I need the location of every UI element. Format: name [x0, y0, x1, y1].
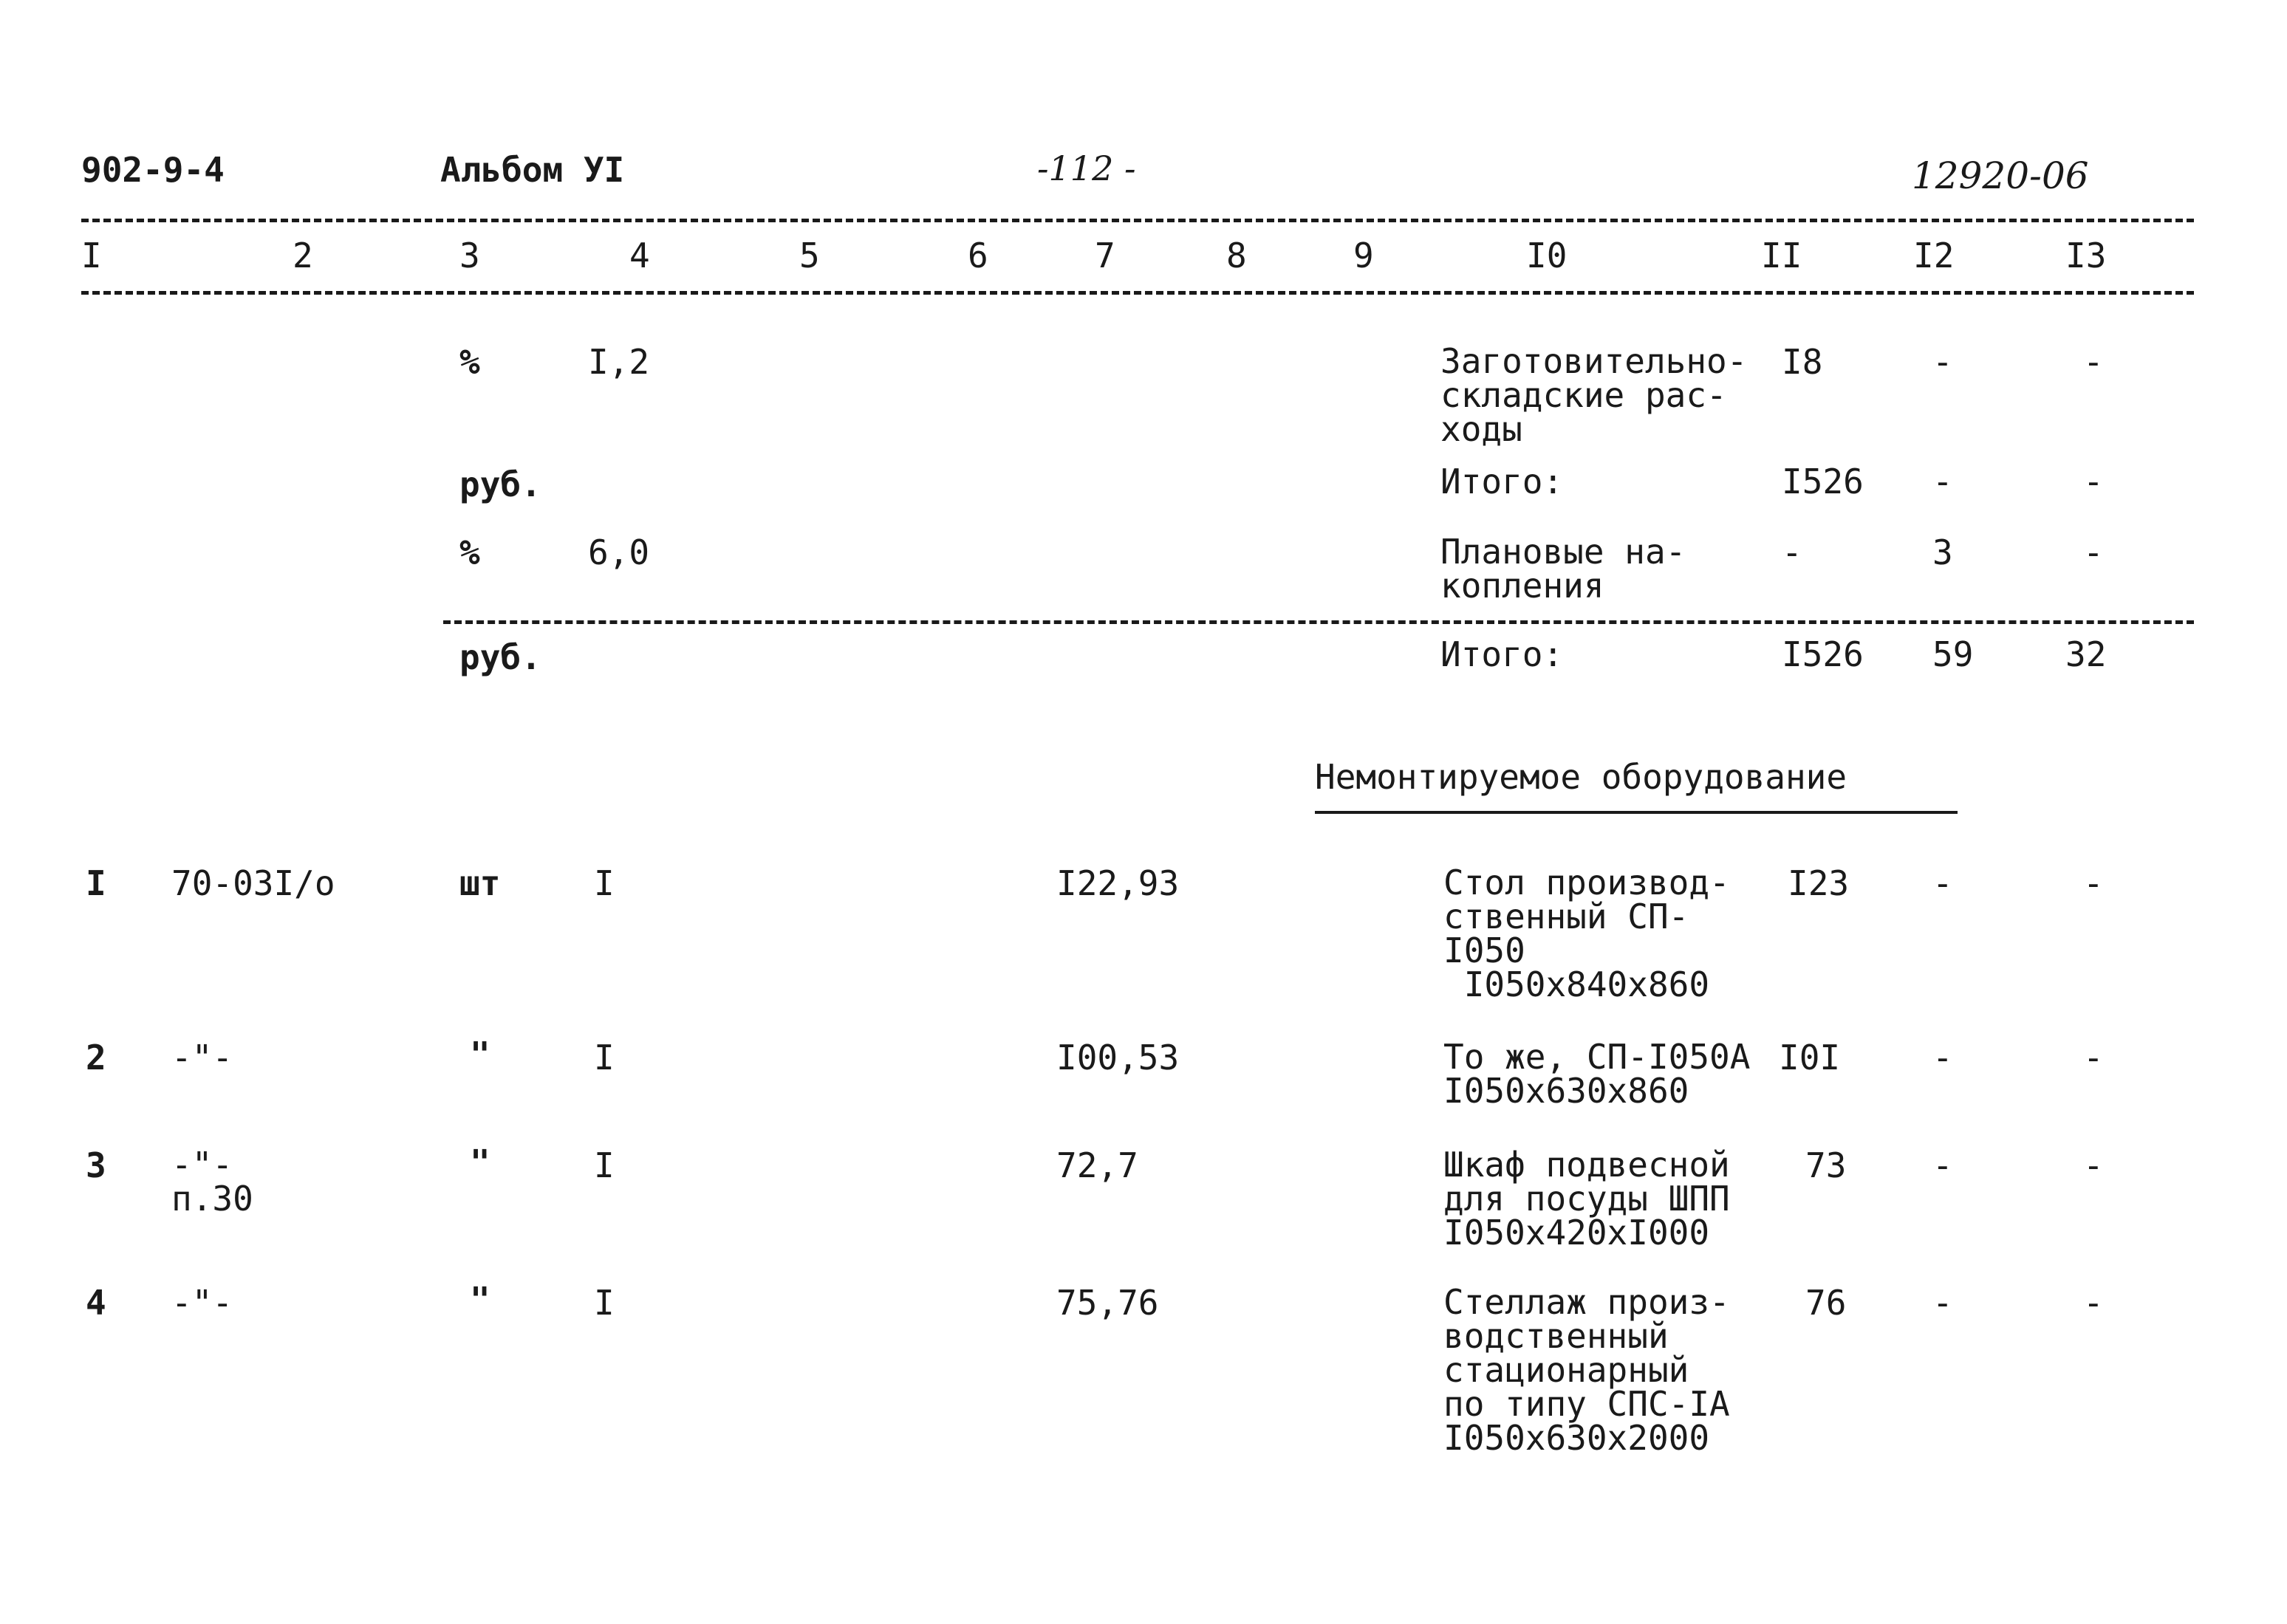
column-header-9: 9 [1353, 236, 1374, 275]
column-header-5: 5 [799, 236, 820, 275]
item-quantity: I [594, 1283, 615, 1323]
item-name: Стеллаж произ- водственный стационарный по типу СПС-IА I050x630x2000 [1443, 1282, 1730, 1458]
item-col-13: - [2083, 1145, 2104, 1185]
item-number: 4 [86, 1283, 106, 1323]
item-unit: " [470, 1142, 490, 1182]
item-col-12: - [1932, 1038, 1953, 1077]
item-price: 72,7 [1056, 1145, 1138, 1185]
item-price: 75,76 [1056, 1283, 1159, 1323]
summary-col-11: I526 [1782, 634, 1864, 674]
section-title: Немонтируемое оборудование [1315, 757, 1847, 797]
item-col-11: I0I [1779, 1038, 1841, 1077]
column-header-13: I3 [2065, 236, 2107, 275]
item-col-12: - [1932, 863, 1953, 903]
summary-col-11: I526 [1782, 462, 1864, 501]
item-quantity: I [594, 863, 615, 903]
summary-col-12: - [1932, 342, 1953, 382]
summary-col-13: 32 [2065, 634, 2107, 674]
page-number: -112 - [1037, 148, 1136, 188]
item-col-11: I23 [1788, 863, 1850, 903]
summary-name: Итого: [1440, 634, 1564, 674]
column-header-7: 7 [1095, 236, 1115, 275]
header-top-rule [81, 219, 2194, 222]
summary-unit: руб. [459, 465, 541, 504]
item-col-13: - [2083, 863, 2104, 903]
summary-value: I,2 [588, 342, 650, 382]
summary-col-11: I8 [1782, 342, 1823, 382]
summary-name: Заготовительно- складские рас- ходы [1440, 341, 1748, 449]
column-header-3: 3 [459, 236, 480, 275]
summary-col-11: - [1782, 532, 1802, 572]
item-quantity: I [594, 1145, 615, 1185]
summary-col-13: - [2083, 342, 2104, 382]
column-header-6: 6 [968, 236, 988, 275]
item-col-11: 76 [1805, 1283, 1847, 1323]
item-reference: 70-03I/о [171, 863, 335, 903]
item-number: 3 [86, 1145, 106, 1185]
summary-col-12: - [1932, 462, 1953, 501]
item-price: I00,53 [1056, 1038, 1180, 1077]
item-unit: " [470, 1035, 490, 1075]
header-bottom-rule [81, 291, 2194, 295]
summary-col-12: 3 [1932, 532, 1953, 572]
column-header-2: 2 [293, 236, 313, 275]
section-title-underline [1315, 811, 1958, 814]
summary-col-13: - [2083, 532, 2104, 572]
item-name: Стол производ- ственный СП- I050 I050x840x860 [1443, 863, 1730, 1004]
column-header-10: I0 [1526, 236, 1568, 275]
column-header-4: 4 [629, 236, 650, 275]
item-col-13: - [2083, 1283, 2104, 1323]
totals-rule [443, 620, 2194, 624]
item-reference: -"- [171, 1038, 233, 1077]
summary-value: 6,0 [588, 532, 650, 572]
item-reference: -"- п.30 [171, 1145, 253, 1219]
item-col-12: - [1932, 1145, 1953, 1185]
item-name: То же, СП-I050А I050x630x860 [1443, 1037, 1751, 1111]
column-header-8: 8 [1226, 236, 1247, 275]
item-price: I22,93 [1056, 863, 1180, 903]
item-unit: " [470, 1280, 490, 1320]
item-number: I [86, 863, 106, 903]
summary-col-13: - [2083, 462, 2104, 501]
column-header-11: II [1761, 236, 1802, 275]
summary-name: Плановые на- копления [1440, 532, 1686, 606]
item-reference: -"- [171, 1283, 233, 1323]
item-unit: шт [459, 863, 501, 903]
item-col-11: 73 [1805, 1145, 1847, 1185]
item-number: 2 [86, 1038, 106, 1077]
summary-name: Итого: [1440, 462, 1564, 501]
summary-col-12: 59 [1932, 634, 1974, 674]
column-header-12: I2 [1913, 236, 1955, 275]
item-name: Шкаф подвесной для посуды ШПП I050x420xI000 [1443, 1145, 1730, 1253]
album-label: Альбом УI [440, 150, 625, 190]
summary-unit: % [459, 342, 480, 382]
item-quantity: I [594, 1038, 615, 1077]
document-number: 12920-06 [1912, 154, 2089, 197]
column-header-1: I [81, 236, 102, 275]
item-col-12: - [1932, 1283, 1953, 1323]
item-col-13: - [2083, 1038, 2104, 1077]
summary-unit: % [459, 532, 480, 572]
summary-unit: руб. [459, 637, 541, 677]
document-code: 902-9-4 [81, 150, 225, 190]
